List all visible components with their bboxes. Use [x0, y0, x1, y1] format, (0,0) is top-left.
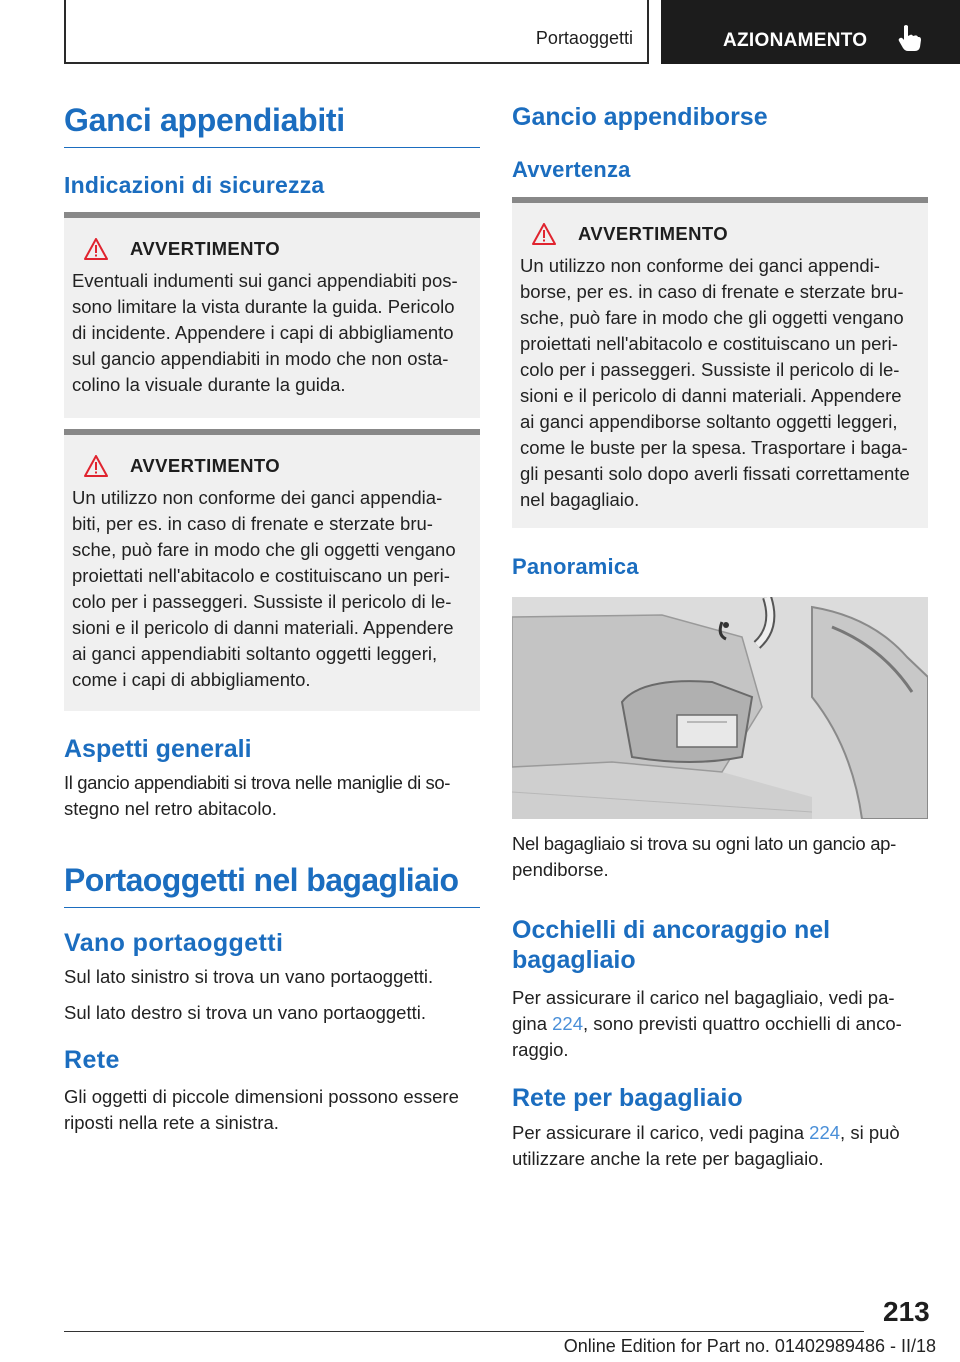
- gancio-title: Gancio appendiborse: [512, 103, 768, 131]
- warning-line: colino la visuale durante la guida.: [72, 374, 346, 395]
- warning-line: gli pesanti solo dopo averli fissati correttamente: [520, 463, 910, 484]
- warning-line: di incidente. Appendere i capi di abbigliamento: [72, 322, 454, 343]
- page-title: Ganci appendiabiti: [64, 102, 480, 148]
- header-section-title: Portaoggetti: [535, 28, 633, 48]
- warning-title-text: AVVERTIMENTO: [578, 223, 729, 244]
- rete-line: riposti nella rete a sinistra.: [64, 1112, 279, 1133]
- warning-line: colo per i passeggeri. Sussiste il pericolo di le-: [520, 359, 900, 380]
- eyes-heading-line: Occhielli di ancoraggio nel: [512, 916, 831, 944]
- warning-triangle-icon: [532, 223, 556, 245]
- warning-line: sche, può fare in modo che gli oggetti vengano: [72, 539, 456, 560]
- warning-line: proiettati nell'abitacolo e costituiscano un peri-: [72, 565, 450, 586]
- warning-line: Un utilizzo non conforme dei ganci appendia-: [72, 487, 443, 508]
- warning-title-text: AVVERTIMENTO: [130, 455, 281, 476]
- warning-title-text: AVVERTIMENTO: [130, 238, 281, 259]
- net-line-text: Per assicurare il carico, vedi pagina: [512, 1122, 810, 1143]
- warning-line: ai ganci appendiabiti soltanto oggetti leggeri,: [72, 643, 438, 664]
- warning-title: [520, 221, 920, 247]
- overview-line: Nel bagagliaio si trova su ogni lato un gancio ap-: [512, 833, 897, 854]
- warning-line: sioni e il pericolo di danni materiali. Appendere: [72, 617, 454, 638]
- section-title: Portaoggetti nel bagagliaio: [64, 862, 480, 908]
- page-link-224[interactable]: 224: [809, 1122, 841, 1143]
- warning-line: sioni e il pericolo di danni materiali. Appendere: [520, 385, 902, 406]
- warning-line: ai ganci appendiborse soltanto oggetti leggeri,: [520, 411, 898, 432]
- general-heading: Aspetti generali: [64, 735, 252, 763]
- rete-paragraph: [64, 1084, 480, 1136]
- rete-heading: Rete: [64, 1046, 120, 1074]
- warning-line: sul gancio appendiabiti in modo che non osta-: [72, 348, 449, 369]
- warning-line: come i capi di abbigliamento.: [72, 669, 311, 690]
- net-line-text: , si può: [840, 1122, 900, 1143]
- warning-line: colo per i passeggeri. Sussiste il pericolo di le-: [72, 591, 452, 612]
- vano-heading: Vano portaoggetti: [64, 929, 284, 957]
- warning-title: [72, 453, 472, 479]
- eyes-line: raggio.: [512, 1039, 569, 1060]
- footer-divider: [64, 1331, 864, 1332]
- warning-line: come le buste per la spesa. Trasportare i baga-: [520, 437, 908, 458]
- footer-edition: Online Edition for Part no. 01402989486 - II/18: [563, 1336, 936, 1356]
- avvertenza-heading: Avvertenza: [512, 157, 631, 182]
- overview-paragraph: [512, 831, 928, 883]
- hand-pointer-icon: [897, 24, 923, 57]
- vano-paragraph-2: Sul lato destro si trova un vano portaoggetti.: [64, 1002, 426, 1023]
- header-section-box: [64, 0, 649, 64]
- header-chapter-tab[interactable]: [661, 0, 960, 64]
- vano-paragraph-1: Sul lato sinistro si trova un vano portaoggetti.: [64, 966, 434, 987]
- eyes-line: Per assicurare il carico nel bagagliaio, vedi pa-: [512, 987, 895, 1008]
- warning-line: biti, per es. in caso di frenate e sterzate bru-: [72, 513, 433, 534]
- warning-box-2: [64, 429, 480, 711]
- warning-box-3: [512, 197, 928, 528]
- warning-line: nel bagagliaio.: [520, 489, 640, 510]
- page-number: 213: [883, 1296, 930, 1327]
- page-link-224[interactable]: 224: [552, 1013, 583, 1034]
- safety-heading: Indicazioni di sicurezza: [64, 172, 325, 198]
- overview-line: pendiborse.: [512, 859, 609, 880]
- general-paragraph: [64, 770, 480, 822]
- eyes-line-text: , sono previsti quattro occhielli di anco-: [583, 1013, 902, 1034]
- warning-line: Eventuali indumenti sui ganci appendiabiti pos-: [72, 270, 458, 291]
- warning-line: borse, per es. in caso di frenate e sterzate bru-: [520, 281, 904, 302]
- eyes-heading-line: bagagliaio: [512, 946, 636, 974]
- warning-line: Un utilizzo non conforme dei ganci appendi-: [520, 255, 880, 276]
- trunk-illustration: [512, 597, 928, 819]
- warning-title: [72, 236, 472, 262]
- general-line: Il gancio appendiabiti si trova nelle maniglie di so-: [64, 772, 451, 793]
- net-heading: Rete per bagagliaio: [512, 1084, 743, 1112]
- warning-triangle-icon: [84, 455, 108, 477]
- warning-line: proiettati nell'abitacolo e costituiscano un peri-: [520, 333, 898, 354]
- net-paragraph: [512, 1120, 928, 1172]
- eyes-line: [512, 1011, 928, 1037]
- net-line: utilizzare anche la rete per bagagliaio.: [512, 1148, 824, 1169]
- eyes-heading: [512, 915, 928, 975]
- header-chapter-label: AZIONAMENTO: [723, 30, 868, 51]
- net-line: [512, 1120, 928, 1146]
- rete-line: Gli oggetti di piccole dimensioni possono essere: [64, 1086, 459, 1107]
- warning-box-1: [64, 212, 480, 418]
- general-line: stegno nel retro abitacolo.: [64, 798, 277, 819]
- eyes-line-text: gina: [512, 1013, 553, 1034]
- warning-line: sche, può fare in modo che gli oggetti vengano: [520, 307, 904, 328]
- warning-line: sono limitare la vista durante la guida. Pericolo: [72, 296, 455, 317]
- panoramica-heading: Panoramica: [512, 554, 639, 579]
- eyes-paragraph: [512, 985, 928, 1063]
- warning-triangle-icon: [84, 238, 108, 260]
